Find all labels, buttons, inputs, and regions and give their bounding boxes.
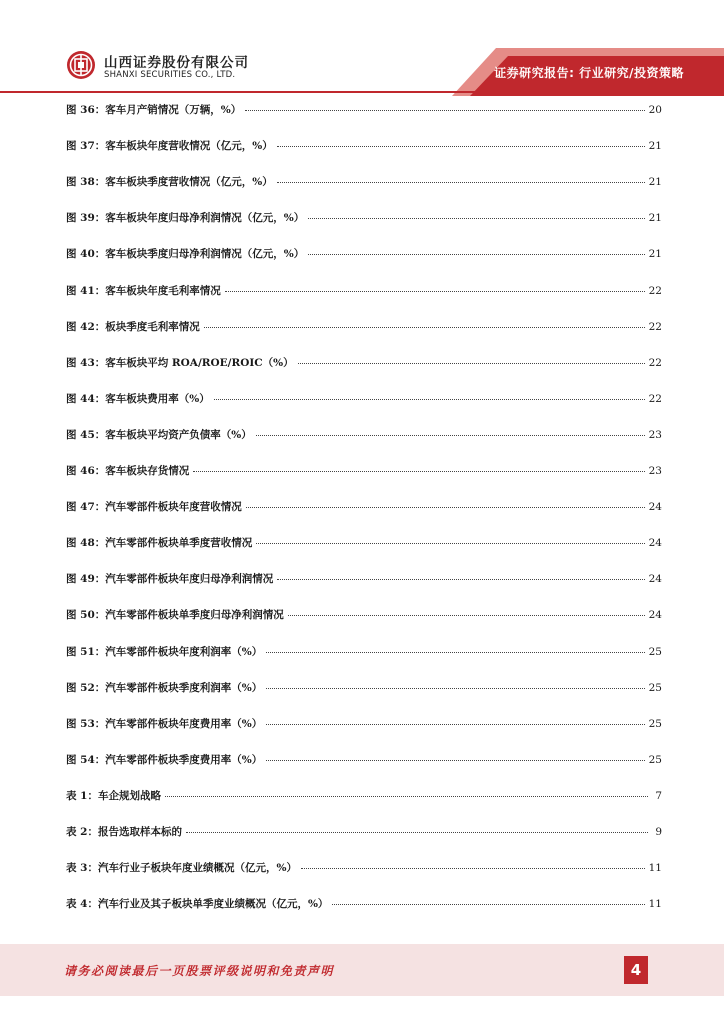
toc-entry-page: 25	[648, 645, 662, 658]
page-number: 4	[624, 956, 648, 984]
toc-leader-dots	[256, 534, 644, 544]
toc-entry[interactable]	[66, 752, 662, 770]
toc-entry[interactable]	[66, 355, 662, 373]
toc-leader-dots	[332, 895, 644, 905]
toc-entry[interactable]	[66, 427, 662, 445]
toc-entry[interactable]	[66, 680, 662, 698]
toc-entry-page: 24	[648, 573, 662, 586]
toc-entry-page: 11	[648, 898, 662, 911]
toc-entry[interactable]	[66, 607, 662, 625]
toc-entry[interactable]	[66, 463, 662, 481]
toc-leader-dots	[266, 715, 644, 725]
toc-leader-dots	[193, 462, 644, 472]
toc-leader-dots	[245, 101, 644, 111]
toc-leader-dots	[204, 318, 645, 328]
toc-entry-label: 图 53：汽车零部件板块年度费用率（%）	[66, 717, 263, 730]
toc-leader-dots	[301, 859, 645, 869]
toc-leader-dots	[277, 570, 644, 580]
toc-entry-label: 图 44：客车板块费用率（%）	[66, 392, 210, 405]
toc-leader-dots	[288, 606, 645, 616]
toc-entry-label: 图 50：汽车零部件板块单季度归母净利润情况	[66, 609, 284, 622]
toc-entry[interactable]	[66, 319, 662, 337]
company-name-en: SHANXI SECURITIES CO., LTD.	[104, 70, 236, 80]
toc-entry[interactable]	[66, 283, 662, 301]
toc-entry[interactable]	[66, 138, 662, 156]
toc-leader-dots	[266, 643, 644, 653]
toc-entry-label: 图 43：客车板块平均 ROA/ROE/ROIC（%）	[66, 356, 294, 369]
toc-leader-dots	[165, 787, 648, 797]
toc-leader-dots	[266, 751, 644, 761]
toc-entry-page: 11	[648, 862, 662, 875]
toc-leader-dots	[266, 679, 644, 689]
toc-entry-page: 24	[648, 537, 662, 550]
toc-leader-dots	[308, 209, 644, 219]
toc-entry-label: 图 51：汽车零部件板块年度利润率（%）	[66, 645, 263, 658]
toc-entry-page: 7	[655, 789, 662, 802]
toc-entry-page: 23	[648, 428, 662, 441]
toc-leader-dots	[256, 426, 645, 436]
toc-entry-page: 20	[648, 104, 662, 116]
header-banner	[0, 0, 724, 96]
toc-entry-label: 图 52：汽车零部件板块季度利润率（%）	[66, 681, 263, 694]
toc-entry-label: 表 2：报告选取样本标的	[66, 826, 182, 838]
disclaimer-notice: 请务必阅读最后一页股票评级说明和免责声明	[64, 964, 335, 978]
toc-leader-dots	[298, 354, 645, 364]
toc-entry-page: 25	[648, 681, 662, 694]
toc-entry[interactable]	[66, 788, 662, 806]
toc-entry[interactable]	[66, 246, 662, 264]
toc-entry-label: 图 54：汽车零部件板块季度费用率（%）	[66, 753, 263, 766]
toc-entry-page: 21	[648, 176, 662, 189]
toc-entry-page: 24	[648, 501, 662, 514]
toc-entry[interactable]	[66, 535, 662, 553]
toc-leader-dots	[246, 498, 645, 508]
toc-entry-page: 24	[648, 609, 662, 622]
toc-entry-label: 图 49：汽车零部件板块年度归母净利润情况	[66, 573, 274, 586]
toc-leader-dots	[277, 137, 645, 147]
toc-entry-label: 表 1：车企规划战略	[66, 789, 161, 802]
toc-entry[interactable]	[66, 391, 662, 409]
toc-entry-page: 23	[648, 465, 662, 477]
toc-entry[interactable]	[66, 644, 662, 662]
toc-entry-page: 22	[648, 284, 662, 297]
toc-entry-label: 图 37：客车板块年度营收情况（亿元，%）	[66, 140, 273, 153]
toc-entry[interactable]	[66, 210, 662, 228]
toc-leader-dots	[308, 245, 644, 255]
report-type-label: 证券研究报告: 行业研究/投资策略	[494, 66, 684, 80]
toc-entry-label: 图 38：客车板块季度营收情况（亿元，%）	[66, 176, 273, 189]
toc-entry-label: 图 39：客车板块年度归母净利润情况（亿元，%）	[66, 212, 305, 225]
toc-entry-page: 22	[648, 356, 662, 369]
page-footer	[0, 944, 724, 996]
toc-entry-page: 22	[648, 392, 662, 405]
toc-entry[interactable]	[66, 174, 662, 192]
page-header	[0, 0, 724, 96]
toc-entry-label: 图 48：汽车零部件板块单季度营收情况	[66, 537, 253, 550]
toc-entry-page: 9	[655, 826, 662, 838]
toc-entry-label: 图 42：板块季度毛利率情况	[66, 320, 200, 333]
toc-entry-page: 25	[648, 753, 662, 766]
toc-entry[interactable]	[66, 824, 662, 842]
toc-entry[interactable]	[66, 571, 662, 589]
toc-entry-label: 图 40：客车板块季度归母净利润情况（亿元，%）	[66, 248, 305, 261]
toc-entry[interactable]	[66, 499, 662, 517]
toc-entry-label: 表 3：汽车行业子板块年度业绩概况（亿元，%）	[66, 862, 297, 875]
toc-entry-label: 图 46：客车板块存货情况	[66, 465, 190, 477]
toc-entry-label: 图 47：汽车零部件板块年度营收情况	[66, 501, 242, 514]
toc-entry-label: 图 41：客车板块年度毛利率情况	[66, 284, 221, 297]
toc-leader-dots	[225, 282, 645, 292]
toc-entry-label: 图 45：客车板块平均资产负债率（%）	[66, 428, 252, 441]
toc-leader-dots	[186, 823, 648, 833]
toc-entry[interactable]	[66, 896, 662, 914]
toc-entry-page: 25	[648, 717, 662, 730]
toc-entry[interactable]	[66, 860, 662, 878]
toc-entry-page: 21	[648, 212, 662, 225]
toc-entry-page: 21	[648, 140, 662, 153]
toc-entry-page: 21	[648, 248, 662, 261]
company-logo-icon	[66, 50, 96, 80]
toc-entry[interactable]	[66, 716, 662, 734]
toc-leader-dots	[214, 390, 645, 400]
toc-entry[interactable]	[66, 102, 662, 120]
company-name-cn: 山西证券股份有限公司	[104, 55, 249, 71]
toc-entry-label: 图 36：客车月产销情况（万辆，%）	[66, 104, 242, 116]
toc-entry-label: 表 4：汽车行业及其子板块单季度业绩概况（亿元，%）	[66, 898, 329, 911]
toc-entry-page: 22	[648, 320, 662, 333]
toc-leader-dots	[277, 173, 645, 183]
